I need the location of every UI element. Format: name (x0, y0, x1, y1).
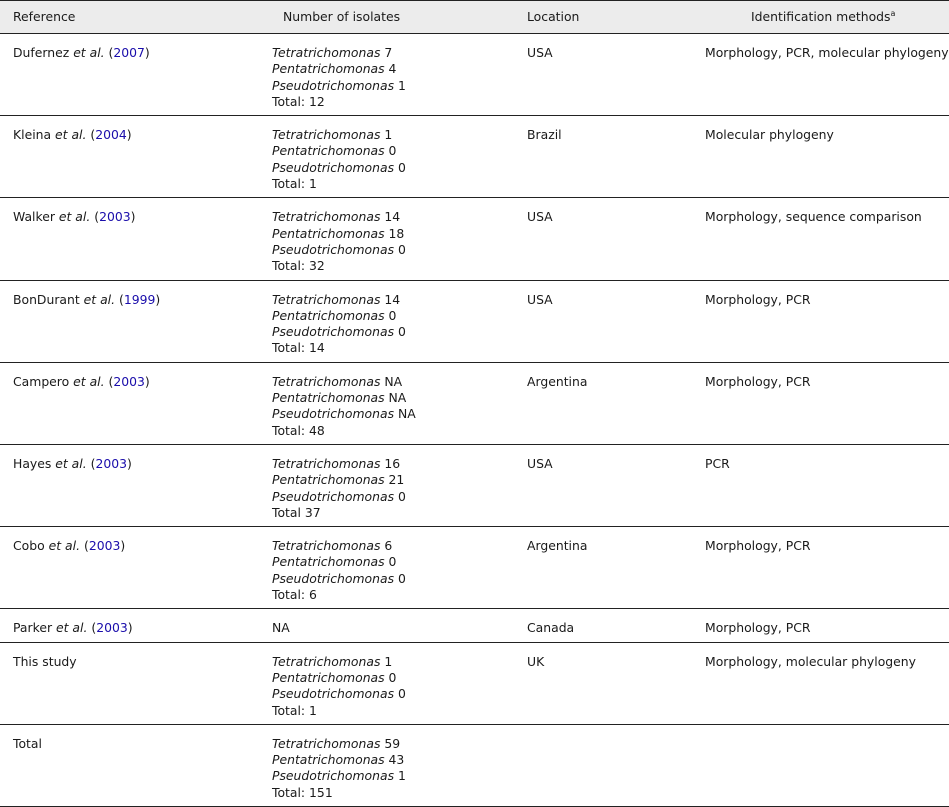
cell-location: Brazil (527, 127, 562, 143)
table-row (0, 198, 949, 280)
isolate-count: 43 (384, 752, 405, 768)
genus-name: Pentatrichomonas (272, 669, 385, 685)
isolate-count: 0 (384, 554, 397, 570)
genus-name: Pentatrichomonas (272, 752, 385, 768)
reference-etal: et al. (73, 45, 105, 60)
isolate-total: Total: 32 (272, 258, 325, 274)
header-location: Location (525, 1, 702, 34)
cell-isolates (270, 609, 525, 642)
isolate-line (272, 78, 525, 94)
table-row (0, 642, 949, 724)
cell-isolates (270, 724, 525, 806)
isolate-count: 1 (394, 768, 406, 784)
isolate-total: Total: 12 (272, 93, 325, 109)
cell-isolates (270, 527, 525, 609)
isolate-line (272, 374, 525, 390)
isolate-line (272, 456, 525, 472)
genus-name: Pseudotrichomonas (272, 324, 395, 340)
isolate-line (272, 654, 525, 670)
isolate-count: 14 (380, 291, 401, 307)
reference-year-link[interactable]: 2003 (96, 620, 128, 636)
isolate-count: NA (380, 373, 403, 389)
genus-name: Tetratrichomonas (272, 291, 381, 307)
genus-name: Pseudotrichomonas (272, 570, 395, 586)
isolate-count: 1 (394, 77, 406, 93)
reference-author: Walker (13, 209, 59, 225)
cell-reference (0, 642, 270, 724)
isolate-count: 0 (394, 570, 406, 586)
isolate-line (272, 292, 525, 308)
genus-name: Pseudotrichomonas (272, 488, 395, 504)
cell-isolates (270, 198, 525, 280)
cell-reference: BonDurant et al. (1999) (13, 291, 161, 307)
cell-reference: Walker et al. (2003) (13, 209, 136, 225)
reference-year-link[interactable]: 1999 (123, 291, 156, 307)
cell-location: Argentina (527, 373, 588, 389)
isolate-line (272, 209, 525, 225)
isolate-count: 1 (380, 127, 393, 143)
isolate-count: 0 (394, 686, 406, 702)
reference-author: Parker (13, 620, 56, 636)
genus-name: Tetratrichomonas (272, 653, 381, 669)
isolate-total: Total: 151 (272, 784, 333, 800)
cell-methods: Morphology, PCR (705, 373, 811, 389)
genus-name: Tetratrichomonas (272, 455, 381, 471)
table-row (0, 527, 949, 609)
genus-name: Tetratrichomonas (272, 209, 381, 225)
isolate-count: 59 (380, 735, 401, 751)
isolate-count: 1 (380, 653, 393, 669)
reference-year-link[interactable]: 2003 (113, 373, 145, 389)
reference-year-link[interactable]: 2004 (95, 127, 127, 143)
isolate-count: NA (394, 406, 416, 422)
cell-location: Argentina (527, 538, 588, 554)
isolate-count: 18 (384, 225, 405, 241)
genus-name: Tetratrichomonas (272, 538, 381, 554)
isolate-count: 6 (380, 538, 393, 554)
isolate-total: Total: 1 (272, 702, 317, 718)
cell-methods: PCR (705, 455, 730, 471)
isolate-line (272, 160, 525, 176)
cell-isolates (270, 34, 525, 116)
genus-name: Pseudotrichomonas (272, 768, 395, 784)
cell-methods: Morphology, sequence comparison (705, 209, 922, 225)
header-methods-label: Identification methods (751, 8, 891, 24)
genus-name: Pseudotrichomonas (272, 406, 395, 422)
reference-etal: et al. (58, 209, 91, 225)
isolate-line (272, 554, 525, 570)
genus-name: Tetratrichomonas (272, 127, 381, 143)
reference-etal: et al. (83, 291, 116, 307)
table-row (0, 609, 949, 642)
isolate-line (272, 390, 525, 406)
cell-isolates (270, 642, 525, 724)
isolate-line (272, 242, 525, 258)
cell-isolates (270, 362, 525, 444)
isolates-na: NA (272, 620, 290, 636)
isolate-total: Total: 1 (272, 176, 317, 192)
isolate-count: 16 (380, 455, 401, 471)
isolate-line (272, 406, 525, 422)
isolate-count: 0 (384, 307, 397, 323)
cell-methods: Morphology, PCR (705, 291, 811, 307)
cell-methods: Morphology, PCR, molecular phylogeny (705, 45, 949, 60)
reference-etal: et al. (73, 373, 105, 389)
isolate-line (272, 768, 525, 784)
reference-author: Campero (13, 373, 74, 389)
cell-methods (702, 724, 949, 806)
genus-name: Pentatrichomonas (272, 61, 385, 77)
reference-etal: et al. (48, 538, 81, 554)
reference-year-link[interactable]: 2003 (88, 538, 121, 554)
reference-year-link[interactable]: 2007 (113, 45, 145, 60)
isolate-line (272, 538, 525, 554)
cell-reference: Cobo et al. (2003) (13, 538, 126, 554)
isolate-count: 0 (394, 159, 406, 175)
genus-name: Tetratrichomonas (272, 373, 381, 389)
cell-reference (0, 724, 270, 806)
isolate-count: 14 (380, 209, 401, 225)
cell-methods: Morphology, PCR (705, 620, 811, 636)
isolate-total: Total 37 (272, 504, 321, 520)
isolate-total: Total: 48 (272, 422, 325, 438)
reference-author: Cobo (13, 538, 49, 554)
cell-isolates (270, 280, 525, 362)
genus-name: Pseudotrichomonas (272, 241, 395, 257)
table-row (0, 724, 949, 806)
reference-etal: et al. (56, 620, 88, 636)
reference-etal: et al. (55, 455, 87, 471)
genus-name: Pentatrichomonas (272, 307, 385, 323)
isolate-line (272, 736, 525, 752)
reference-year-link[interactable]: 2003 (95, 455, 127, 471)
isolate-total: Total: 14 (272, 340, 325, 356)
cell-methods: Morphology, PCR (705, 538, 811, 554)
cell-isolates (270, 444, 525, 526)
isolate-count: 7 (380, 45, 393, 60)
reference-author: BonDurant (13, 291, 84, 307)
cell-methods: Morphology, molecular phylogeny (705, 653, 916, 669)
reference-author: Dufernez (13, 45, 74, 60)
reference-author: Hayes (13, 455, 56, 471)
cell-location: USA (527, 455, 553, 471)
isolate-line (272, 752, 525, 768)
genus-name: Pentatrichomonas (272, 143, 385, 159)
header-isolates: Number of isolates (270, 1, 525, 34)
cell-reference: Parker et al. (2003) (13, 620, 133, 636)
cell-location: USA (527, 291, 553, 307)
isolate-line (272, 143, 525, 159)
genus-name: Pentatrichomonas (272, 225, 385, 241)
genus-name: Tetratrichomonas (272, 45, 381, 60)
isolate-line (272, 226, 525, 242)
genus-name: Pseudotrichomonas (272, 686, 395, 702)
genus-name: Pentatrichomonas (272, 390, 385, 406)
reference-label: This study (13, 653, 77, 669)
table-row (0, 362, 949, 444)
isolate-count: 4 (384, 61, 397, 77)
isolate-line (272, 489, 525, 505)
cell-reference: Kleina et al. (2004) (13, 127, 132, 143)
genus-name: Pentatrichomonas (272, 554, 385, 570)
isolate-line (272, 61, 525, 77)
header-row (0, 1, 949, 34)
genus-name: Pseudotrichomonas (272, 159, 395, 175)
isolate-count: 0 (394, 488, 406, 504)
table-row (0, 280, 949, 362)
isolate-line (272, 127, 525, 143)
cell-location: USA (527, 45, 553, 60)
cell-methods: Molecular phylogeny (705, 127, 834, 143)
isolate-line (272, 45, 525, 61)
genus-name: Pseudotrichomonas (272, 77, 395, 93)
isolate-count: 21 (384, 472, 405, 488)
cell-location: Canada (527, 620, 575, 636)
isolate-count: 0 (394, 241, 406, 257)
genus-name: Pentatrichomonas (272, 472, 385, 488)
isolate-line (272, 472, 525, 488)
isolate-line (272, 686, 525, 702)
isolate-line (272, 670, 525, 686)
footnote-marker: a (890, 8, 896, 18)
table-row (0, 444, 949, 526)
table-row (0, 34, 949, 116)
table-row (0, 116, 949, 198)
isolate-line (272, 308, 525, 324)
cell-reference: Hayes et al. (2003) (13, 455, 132, 471)
genus-name: Tetratrichomonas (272, 735, 381, 751)
header-methods (702, 1, 949, 34)
cell-location: USA (527, 209, 553, 225)
isolate-count: NA (384, 390, 407, 406)
reference-etal: et al. (55, 127, 87, 143)
isolate-line (272, 571, 525, 587)
cell-reference: Dufernez et al. (2007) (13, 45, 150, 60)
isolate-count: 0 (394, 324, 406, 340)
header-reference: Reference (0, 1, 270, 34)
cell-reference: Campero et al. (2003) (13, 373, 150, 389)
cell-isolates (270, 116, 525, 198)
reference-label: Total (13, 735, 42, 751)
isolate-total: Total: 6 (272, 587, 317, 603)
reference-author: Kleina (13, 127, 56, 143)
cell-location (525, 724, 702, 806)
isolate-line (272, 324, 525, 340)
reference-year-link[interactable]: 2003 (99, 209, 131, 225)
isolate-count: 0 (384, 669, 397, 685)
cell-location: UK (527, 653, 545, 669)
isolate-count: 0 (384, 143, 397, 159)
